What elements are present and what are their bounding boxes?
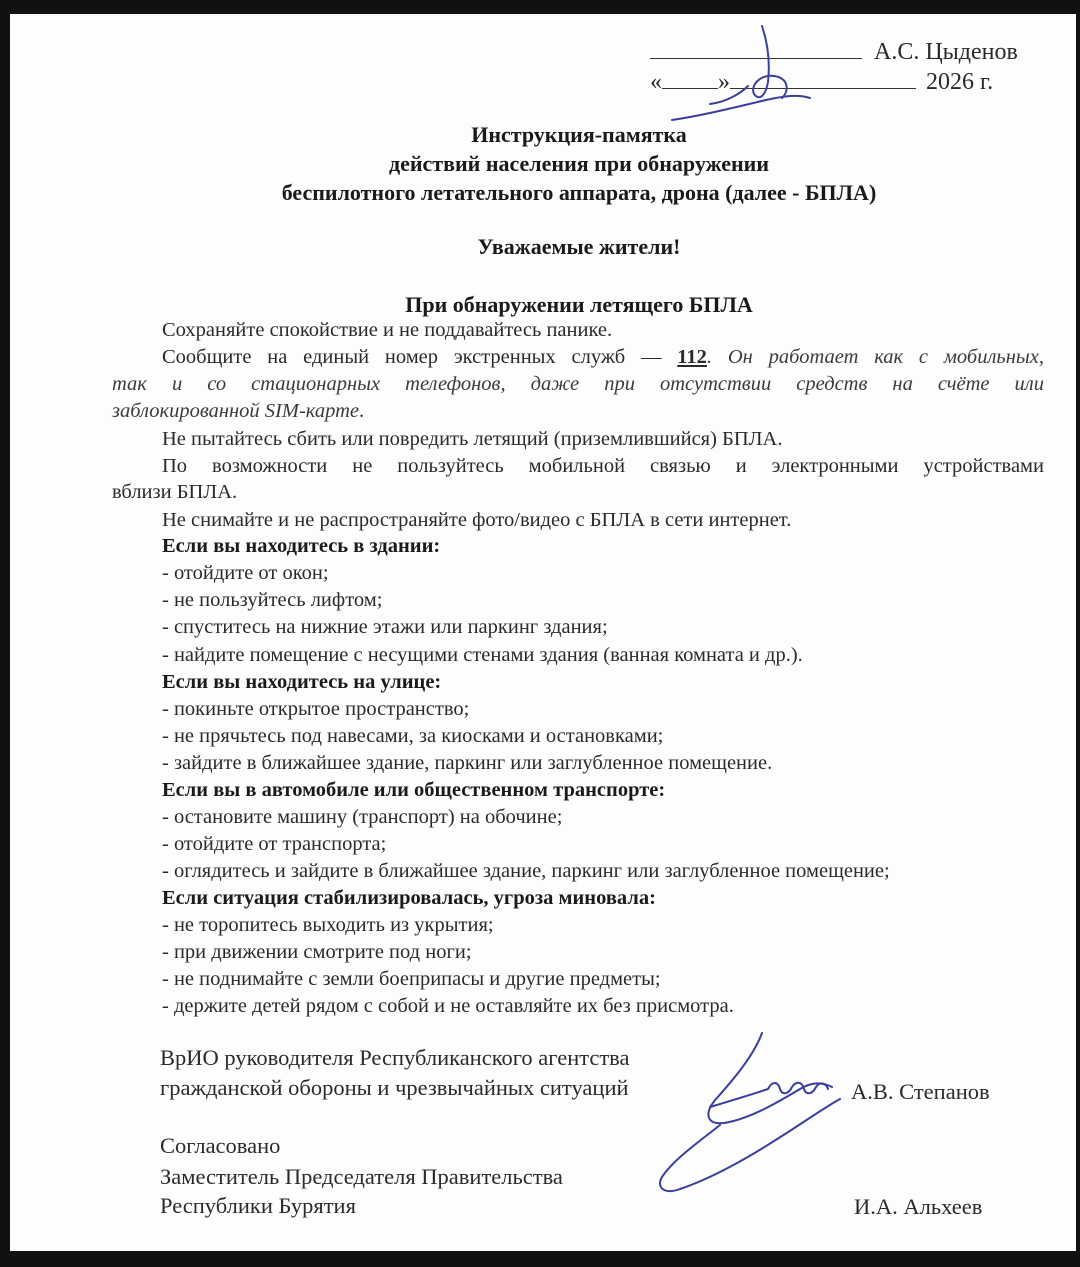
date-close-quote: » <box>718 69 730 95</box>
section-street-heading: Если вы находитесь на улице: <box>162 671 442 693</box>
list-item: - не пользуйтесь лифтом; <box>162 589 383 611</box>
list-item: - оглядитесь и зайдите в ближайшее здание, паркинг или заглубленное помещение; <box>162 860 890 882</box>
paragraph-call-112-line-2: так и со стационарных телефонов, даже при отсутствии средств на счёте или <box>112 373 1044 395</box>
document-title-line-3: беспилотного летательного аппарата, дрона (далее - БПЛА) <box>281 180 877 205</box>
list-item: - покиньте открытое пространство; <box>162 698 470 720</box>
paragraph-no-mobile-line-1: По возможности не пользуйтесь мобильной связью и электронными устройствами <box>162 455 1044 477</box>
call-112-note-start: . Он работает как с мобильных, <box>706 346 1044 368</box>
signer-signature <box>650 1029 850 1204</box>
list-item: - остановите машину (транспорт) на обочине; <box>162 806 563 828</box>
approver-name: А.С. Цыденов <box>874 39 1018 65</box>
agreement-position-line-1: Заместитель Председателя Правительства <box>160 1164 563 1189</box>
signer-position-line-1: ВрИО руководителя Республиканского агентства <box>160 1045 630 1070</box>
section-building-heading: Если вы находитесь в здании: <box>162 535 441 557</box>
call-112-note-end: заблокированной SIM-карте <box>112 400 359 422</box>
list-item: - при движении смотрите под ноги; <box>162 941 472 963</box>
list-item: - держите детей рядом с собой и не оставляйте их без присмотра. <box>162 995 734 1017</box>
document-title-line-1: Инструкция-памятка <box>471 122 687 147</box>
list-item: - отойдите от окон; <box>162 562 329 584</box>
list-item: - не поднимайте с земли боеприпасы и другие предметы; <box>162 968 661 990</box>
list-item: - отойдите от транспорта; <box>162 833 387 855</box>
list-item: - не прячьтесь под навесами, за киосками и остановками; <box>162 725 664 747</box>
agreement-label: Согласовано <box>160 1133 281 1158</box>
document-page <box>10 14 1076 1251</box>
paragraph-do-not-shoot: Не пытайтесь сбить или повредить летящий (приземлившийся) БПЛА. <box>162 428 783 450</box>
greeting: Уважаемые жители! <box>477 234 681 259</box>
list-item: - спуститесь на нижние этажи или паркинг здания; <box>162 616 608 638</box>
signer-position-line-2: гражданской обороны и чрезвычайных ситуаций <box>160 1075 629 1100</box>
document-title-line-2: действий населения при обнаружении <box>388 151 770 176</box>
emergency-number: 112 <box>677 346 707 368</box>
call-112-period: . <box>359 400 365 422</box>
paragraph-no-mobile-line-2: вблизи БПЛА. <box>112 481 238 503</box>
signer-name: А.В. Степанов <box>851 1079 990 1104</box>
paragraph-no-photo: Не снимайте и не распространяйте фото/видео с БПЛА в сети интернет. <box>162 509 792 531</box>
paragraph-keep-calm: Сохраняйте спокойствие и не поддавайтесь панике. <box>162 319 613 341</box>
paragraph-call-112-line-1 <box>162 346 1044 372</box>
approver-signature <box>670 24 830 134</box>
section-stabilized-heading: Если ситуация стабилизировалась, угроза миновала: <box>162 887 656 909</box>
list-item: - не торопитесь выходить из укрытия; <box>162 914 494 936</box>
section-heading-flying-drone: При обнаружении летящего БПЛА <box>405 292 753 317</box>
approval-year: 2026 г. <box>926 69 994 95</box>
agreement-name: И.А. Альхеев <box>854 1194 983 1219</box>
list-item: - найдите помещение с несущими стенами здания (ванная комната и др.). <box>162 644 803 666</box>
date-open-quote: « <box>650 69 662 95</box>
list-item: - зайдите в ближайшее здание, паркинг или заглубленное помещение. <box>162 752 773 774</box>
section-vehicle-heading: Если вы в автомобиле или общественном транспорте: <box>162 779 666 801</box>
call-112-lead: Сообщите на единый номер экстренных служб — <box>162 346 662 368</box>
paragraph-call-112-line-3 <box>112 400 364 423</box>
agreement-position-line-2: Республики Бурятия <box>160 1193 356 1218</box>
